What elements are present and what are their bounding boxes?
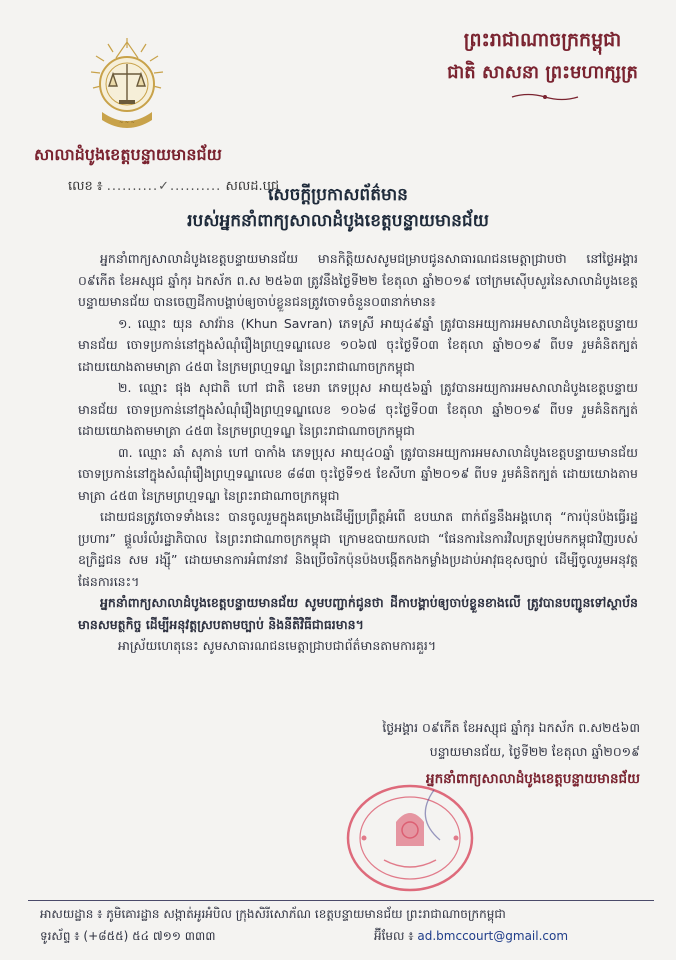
solar-date: បន្ទាយមានជ័យ, ថ្ងៃទី២២ ខែតុលា ឆ្នាំ២០១៩ xyxy=(429,744,640,759)
official-seal-stamp xyxy=(344,782,476,894)
svg-text:~ ~ ~: ~ ~ ~ xyxy=(119,120,135,126)
document-subtitle: របស់អ្នកនាំពាក្យសាលាដំបូងខេត្តបន្ទាយមានជ័យ xyxy=(187,211,489,231)
court-name: សាលាដំបូងខេត្តបន្ទាយមានជ័យ xyxy=(34,145,222,164)
request-paragraph: អ្នកនាំពាក្យសាលាដំបូងខេត្តបន្ទាយមានជ័យ សូមបញ្ជាក់ជូនថា ដីកាបង្គាប់ឲ្យចាប់ខ្លួនខាងលើ ត្រូវបានបញ្ជូនទៅស្ថាប័នមានសមត្ថកិច្ច ដើម្បីអនុវត្តស្របតាមច្បាប់ និងនីតិវិធីជាធរមាន។ xyxy=(78,595,638,632)
kingdom-heading: ព្រះរាជាណាចក្រកម្ពុជា xyxy=(463,29,622,51)
email-address: ad.bmccourt@gmail.com xyxy=(417,929,569,943)
intro-paragraph: អ្នកនាំពាក្យសាលាដំបូងខេត្តបន្ទាយមានជ័យ មានកិត្តិយសសូមជម្រាបជូនសាធារណជនមេត្តាជ្រាបថា នៅថ្ងៃអង្គារ ០៩កើត ខែអស្សុជ ឆ្នាំកុរ ឯកស័ក ព.ស ២៥៦៣ ត្រូវនឹងថ្ងៃទី២២ ខែតុលា ឆ្នាំ២០១៩ ចៅក្រមស៊ើបសួរនៃសាលាដំបូងខេត្តបន្ទាយមានជ័យ បានចេញដីកាបង្គាប់ឲ្យចាប់ខ្លួនជនត្រូវចោទចំនួន០៣នាក់មាន៖ xyxy=(78,251,638,309)
defendant-item-1: ១. ឈ្មោះ យុន សាវរ៉ាន (Khun Savran) ភេទស្រី អាយុ៤៩ឆ្នាំ ត្រូវបានអយ្យការអមសាលាដំបូងខេត្តបន្ទាយមានជ័យ ចោទប្រកាន់នៅក្នុងសំណុំរឿងព្រហ្មទណ្ឌលេខ ១០៦៧ ចុះថ្ងៃទី០៣ ខែតុលា ឆ្នាំ២០១៩ ពីបទ រួមគំនិតក្បត់ ដោយយោងតាមមាត្រា ៤៥៣ នៃក្រមព្រហ្មទណ្ឌ នៃព្រះរាជាណាចក្រកម្ពុជា xyxy=(78,315,638,374)
signatory-title: អ្នកនាំពាក្យសាលាដំបូងខេត្តបន្ទាយមានជ័យ xyxy=(426,771,640,787)
footer-phone xyxy=(40,928,216,946)
defendant-item-3: ៣. ឈ្មោះ ឆាំ សុភាន់ ហៅ បាកាំង ភេទប្រុស អាយុ៤០ឆ្នាំ ត្រូវបានអយ្យការអមសាលាដំបូងខេត្តបន្ទាយមានជ័យ ចោទប្រកាន់នៅក្នុងសំណុំរឿងព្រហ្មទណ្ឌលេខ ៨៨៣ ចុះថ្ងៃទី១៥ ខែសីហា ឆ្នាំ២០១៩ ពីបទ រួមគំនិតក្បត់ ដោយយោងតាមមាត្រា ៤៥៣ នៃក្រមព្រហ្មទណ្ឌ នៃព្រះរាជាណាចក្រកម្ពុជា xyxy=(78,444,638,503)
footer-email xyxy=(374,928,568,946)
closing-paragraph: អាស្រ័យហេតុនេះ សូមសាធារណជនមេត្តាជ្រាបជាព័ត៌មានតាមការគួរ។ xyxy=(118,638,437,653)
ornament-divider xyxy=(510,92,580,102)
reason-paragraph: ដោយជនត្រូវចោទទាំងនេះ បានចូលរួមក្នុងគម្រោងដើម្បីប្រព្រឹត្តអំពើ ឧបឃាត ពាក់ព័ន្ធនឹងអង្គហេតុ “ការប៉ុនប៉ងធ្វើរដ្ឋប្រហារ” ផ្តួលរំលំរដ្ឋាភិបាល នៃព្រះរាជាណាចក្រកម្ពុជា ក្រោមឧបាយកលជា “ផែនការនៃការវិលត្រឡប់មកកម្ពុជាវិញរបស់ឧក្រិដ្ឋជន សម រង្ស៊ី” ដោយមានការអំពាវនាវ និងប្រើចរិកប៉ុនប៉ងបង្កើតកងកម្លាំងប្រដាប់អាវុធខុសច្បាប់ ដើម្បីចូលរួមអនុវត្តផែនការនេះ។ xyxy=(78,509,638,589)
document-body xyxy=(78,248,638,657)
reference-suffix: សលដ.បជ xyxy=(225,179,280,194)
reference-label: លេខ ៖ xyxy=(68,179,103,194)
court-emblem-logo xyxy=(88,34,166,138)
reference-blank: ..........✓.......... xyxy=(106,179,222,194)
lunar-date: ថ្ងៃអង្គារ ០៩កើត ខែអស្សុជ ឆ្នាំកុរ ឯកស័ក ព.ស២៥៦៣ xyxy=(382,720,640,735)
footer-address: អាសយដ្ឋាន ៖ ភូមិគោរដ្ឋាន សង្កាត់អូរអំបិល ក្រុងសិរីសោភ័ណ ខេត្តបន្ទាយមានជ័យ ព្រះរាជាណាចក្រកម្ពុជា xyxy=(40,907,506,921)
defendant-item-2: ២. ឈ្មោះ ផុង សុជាតិ ហៅ ជាតិ ខេមរា ភេទប្រុស អាយុ៥៦ឆ្នាំ ត្រូវបានអយ្យការអមសាលាដំបូងខេត្តបន្ទាយមានជ័យ ចោទប្រកាន់នៅក្នុងសំណុំរឿងព្រហ្មទណ្ឌលេខ ១០៦៨ ចុះថ្ងៃទី០៣ ខែតុលា ឆ្នាំ២០១៩ ពីបទ រួមគំនិតក្បត់ ដោយយោងតាមមាត្រា ៤៥៣ នៃក្រមព្រហ្មទណ្ឌ នៃព្រះរាជាណាចក្រកម្ពុជា xyxy=(78,380,638,438)
email-label: អ៊ីមែល ៖ xyxy=(374,929,414,943)
document-title: សេចក្តីប្រកាសព័ត៌មាន xyxy=(268,185,408,205)
phone-label: ទូរស័ព្ទ ៖ xyxy=(40,929,80,943)
footer-divider xyxy=(28,900,654,901)
national-motto: ជាតិ សាសនា ព្រះមហាក្សត្រ xyxy=(447,62,638,83)
phone-number: (+៨៥៥) ៥៤ ៧១១ ៣៣៣ xyxy=(83,929,216,943)
